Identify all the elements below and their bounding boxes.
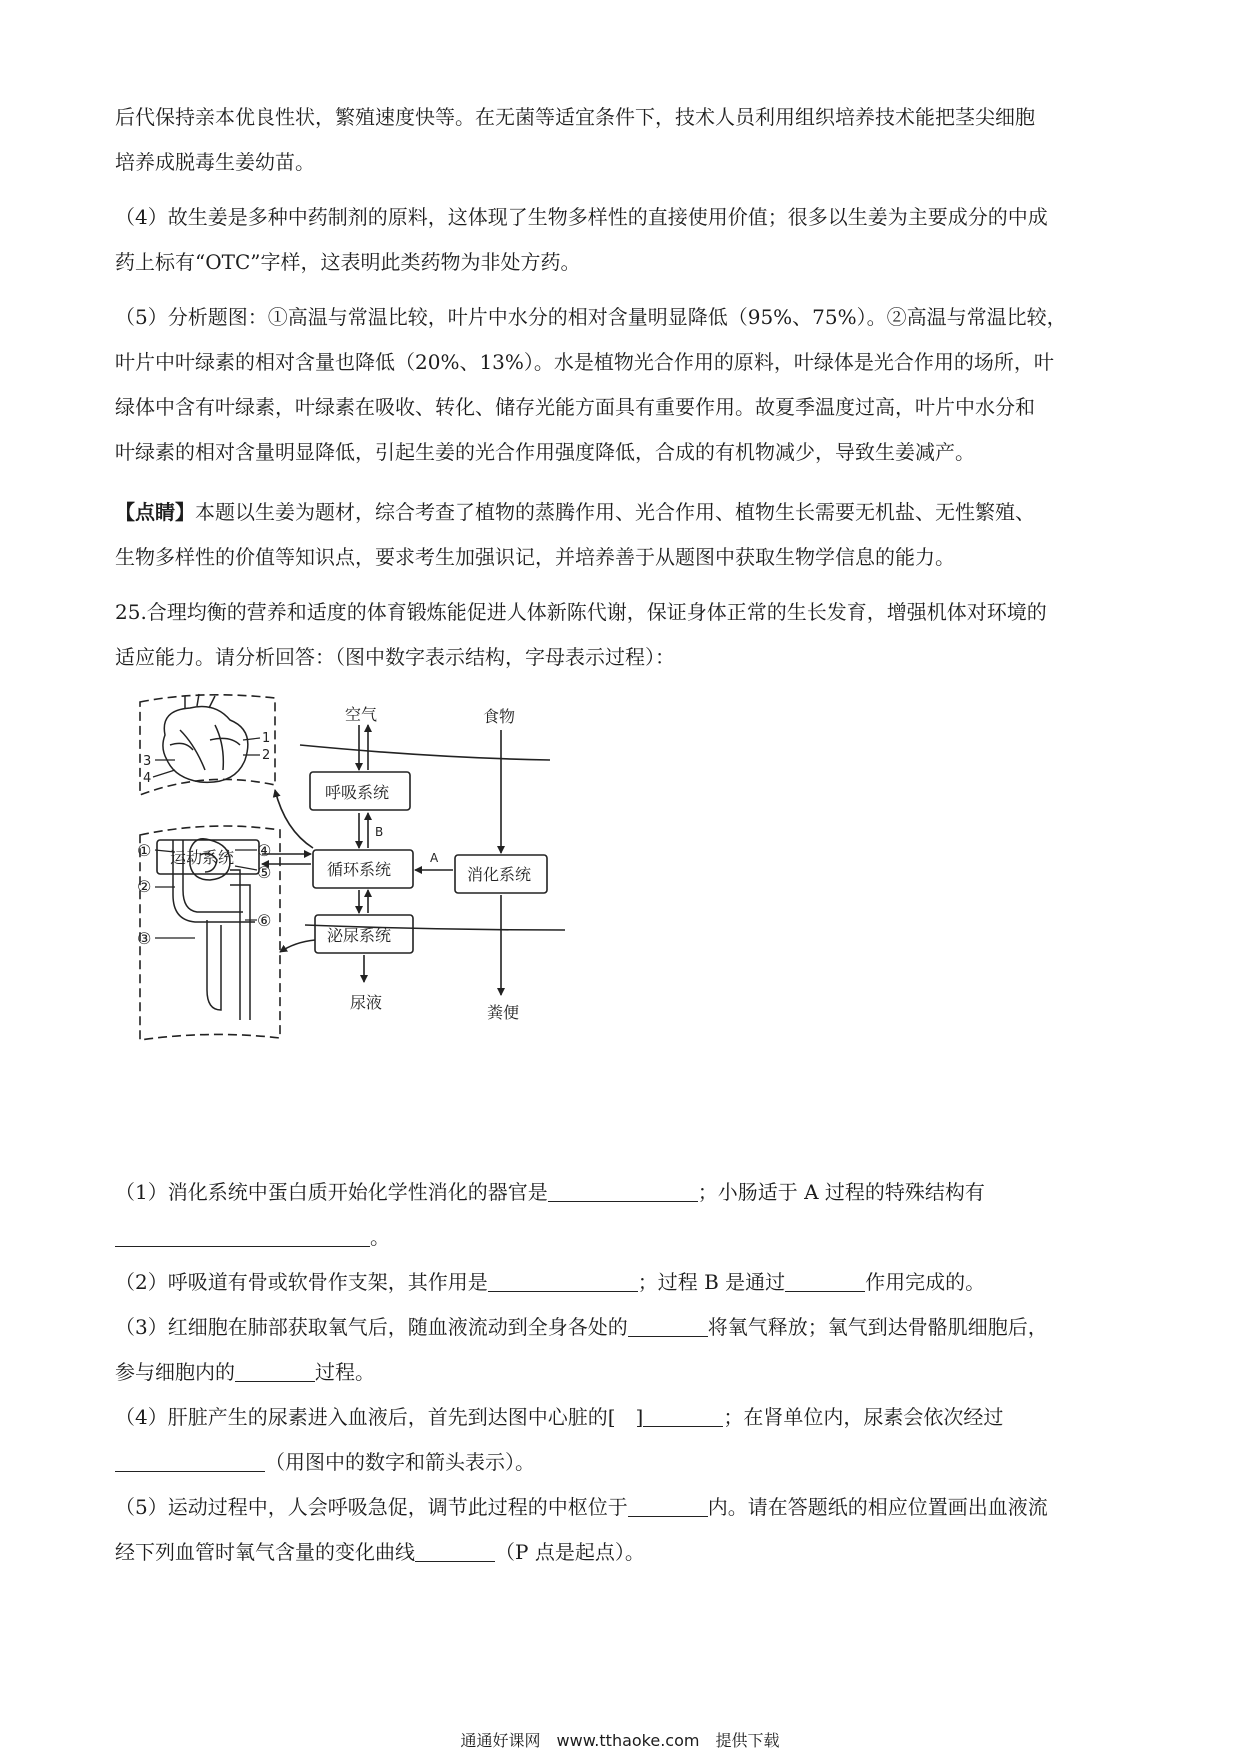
- process-a-label: A: [430, 851, 439, 865]
- heart-panel: [140, 695, 275, 795]
- answer-blank[interactable]: [628, 1314, 708, 1337]
- answer-blank[interactable]: [548, 1179, 698, 1202]
- digestive-label: 消化系统: [467, 865, 532, 884]
- nephron-label-3: ③: [137, 929, 152, 948]
- answer-part-5: [115, 295, 1135, 475]
- answer-blank[interactable]: [115, 1449, 265, 1472]
- text-line: 适应能力。请分析回答：（图中数字表示结构，字母表示过程）：: [115, 645, 675, 669]
- answer-blank[interactable]: [643, 1404, 723, 1427]
- text-line: 25.合理均衡的营养和适度的体育锻炼能促进人体新陈代谢，保证身体正常的生长发育，增强机体对环境的: [115, 600, 1047, 624]
- subquestion-5-line1: （5）运动过程中，人会呼吸急促，调节此过程的中枢位于 内。请在答题纸的相应位置画出血液流: [115, 1495, 1048, 1519]
- subquestion-3-line1: （3）红细胞在肺部获取氧气后，随血液流动到全身各处的 将氧气释放；氧气到达骨骼肌细胞后，: [115, 1315, 1048, 1339]
- nephron-label-5: ⑤: [257, 863, 272, 882]
- feces-label: 粪便: [487, 1003, 520, 1022]
- answer-blank[interactable]: [115, 1224, 370, 1247]
- urinary-label: 泌尿系统: [327, 926, 392, 945]
- text-line: （5）分析题图：①高温与常温比较，叶片中水分的相对含量明显降低（95%、75%）。②高温与常温比较，: [115, 305, 1067, 329]
- answer-continuation: [115, 95, 1135, 185]
- subquestion-3-line2: 参与细胞内的 过程。: [115, 1360, 375, 1384]
- heart-label-4: 4: [143, 771, 152, 786]
- body-systems-diagram: [135, 690, 660, 1165]
- nephron-pointer-arrow: [280, 940, 315, 952]
- answer-blank[interactable]: [628, 1494, 708, 1517]
- answer-blank[interactable]: [785, 1269, 865, 1292]
- motor-label: 运动系统: [170, 848, 235, 867]
- subquestion-5-line2: 经下列血管时氧气含量的变化曲线 （P 点是起点）。: [115, 1540, 645, 1564]
- text-line: [115, 490, 1135, 535]
- note-label: 【点睛】: [115, 500, 195, 524]
- answer-blank[interactable]: [415, 1539, 495, 1562]
- heart-label-2: 2: [262, 748, 271, 763]
- boundary-line-top: [300, 745, 550, 760]
- page-footer: 通通好课网 www.tthaoke.com 提供下载: [460, 1731, 780, 1750]
- circulatory-label: 循环系统: [327, 860, 392, 879]
- process-b-label: B: [375, 825, 384, 839]
- heart-pointer-arrow: [275, 790, 313, 848]
- urine-label: 尿液: [350, 993, 383, 1012]
- food-label: 食物: [483, 707, 516, 726]
- nephron-label-1: ①: [137, 841, 152, 860]
- text-line: 后代保持亲本优良性状，繁殖速度快等。在无菌等适宜条件下，技术人员利用组织培养技术能把茎尖细胞: [115, 105, 1035, 129]
- answer-blank[interactable]: [488, 1269, 638, 1292]
- text-line: 药上标有“OTC”字样，这表明此类药物为非处方药。: [115, 250, 581, 274]
- question-25-stem: [115, 590, 1135, 680]
- text-line: （4）故生姜是多种中药制剂的原料，这体现了生物多样性的直接使用价值；很多以生姜为主要成分的中成: [115, 205, 1048, 229]
- answer-blank[interactable]: [235, 1359, 315, 1382]
- nephron-label-6: ⑥: [257, 911, 272, 930]
- respiratory-label: 呼吸系统: [325, 783, 390, 802]
- heart-label-3: 3: [143, 754, 152, 769]
- nephron-label-4: ④: [257, 841, 272, 860]
- air-label: 空气: [345, 705, 378, 724]
- subquestion-1-line1: （1）消化系统中蛋白质开始化学性消化的器官是 ；小肠适于 A 过程的特殊结构有: [115, 1180, 985, 1204]
- text-line: 绿体中含有叶绿素，叶绿素在吸收、转化、储存光能方面具有重要作用。故夏季温度过高，叶片中水分和: [115, 395, 1035, 419]
- subquestion-2: （2）呼吸道有骨或软骨作支架，其作用是 ；过程 B 是通过 作用完成的。: [115, 1270, 986, 1294]
- text-line: 叶片中叶绿素的相对含量也降低（20%、13%）。水是植物光合作用的原料，叶绿体是光合作用的场所，叶: [115, 350, 1054, 374]
- text-line: 叶绿素的相对含量明显降低，引起生姜的光合作用强度降低，合成的有机物减少，导致生姜减产。: [115, 440, 975, 464]
- answer-part-4: [115, 195, 1135, 285]
- subquestion-4-line1: （4）肝脏产生的尿素进入血液后，首先到达图中心脏的[ ] ；在肾单位内，尿素会依次经过: [115, 1405, 1004, 1429]
- question-25-subquestions: [115, 1170, 1135, 1575]
- nephron-label-2: ②: [137, 877, 152, 896]
- subquestion-1-line2: 。: [115, 1215, 1135, 1260]
- note-text: 本题以生姜为题材，综合考查了植物的蒸腾作用、光合作用、植物生长需要无机盐、无性繁殖、: [195, 500, 1035, 524]
- heart-illustration: [163, 694, 248, 782]
- text-line: 生物多样性的价值等知识点，要求考生加强识记，并培养善于从题图中获取生物学信息的能力。: [115, 545, 955, 569]
- key-point-note: [115, 490, 1135, 580]
- heart-label-1: 1: [262, 731, 271, 746]
- subquestion-4-line2: （用图中的数字和箭头表示）。: [115, 1440, 1135, 1485]
- text-line: 培养成脱毒生姜幼苗。: [115, 150, 315, 174]
